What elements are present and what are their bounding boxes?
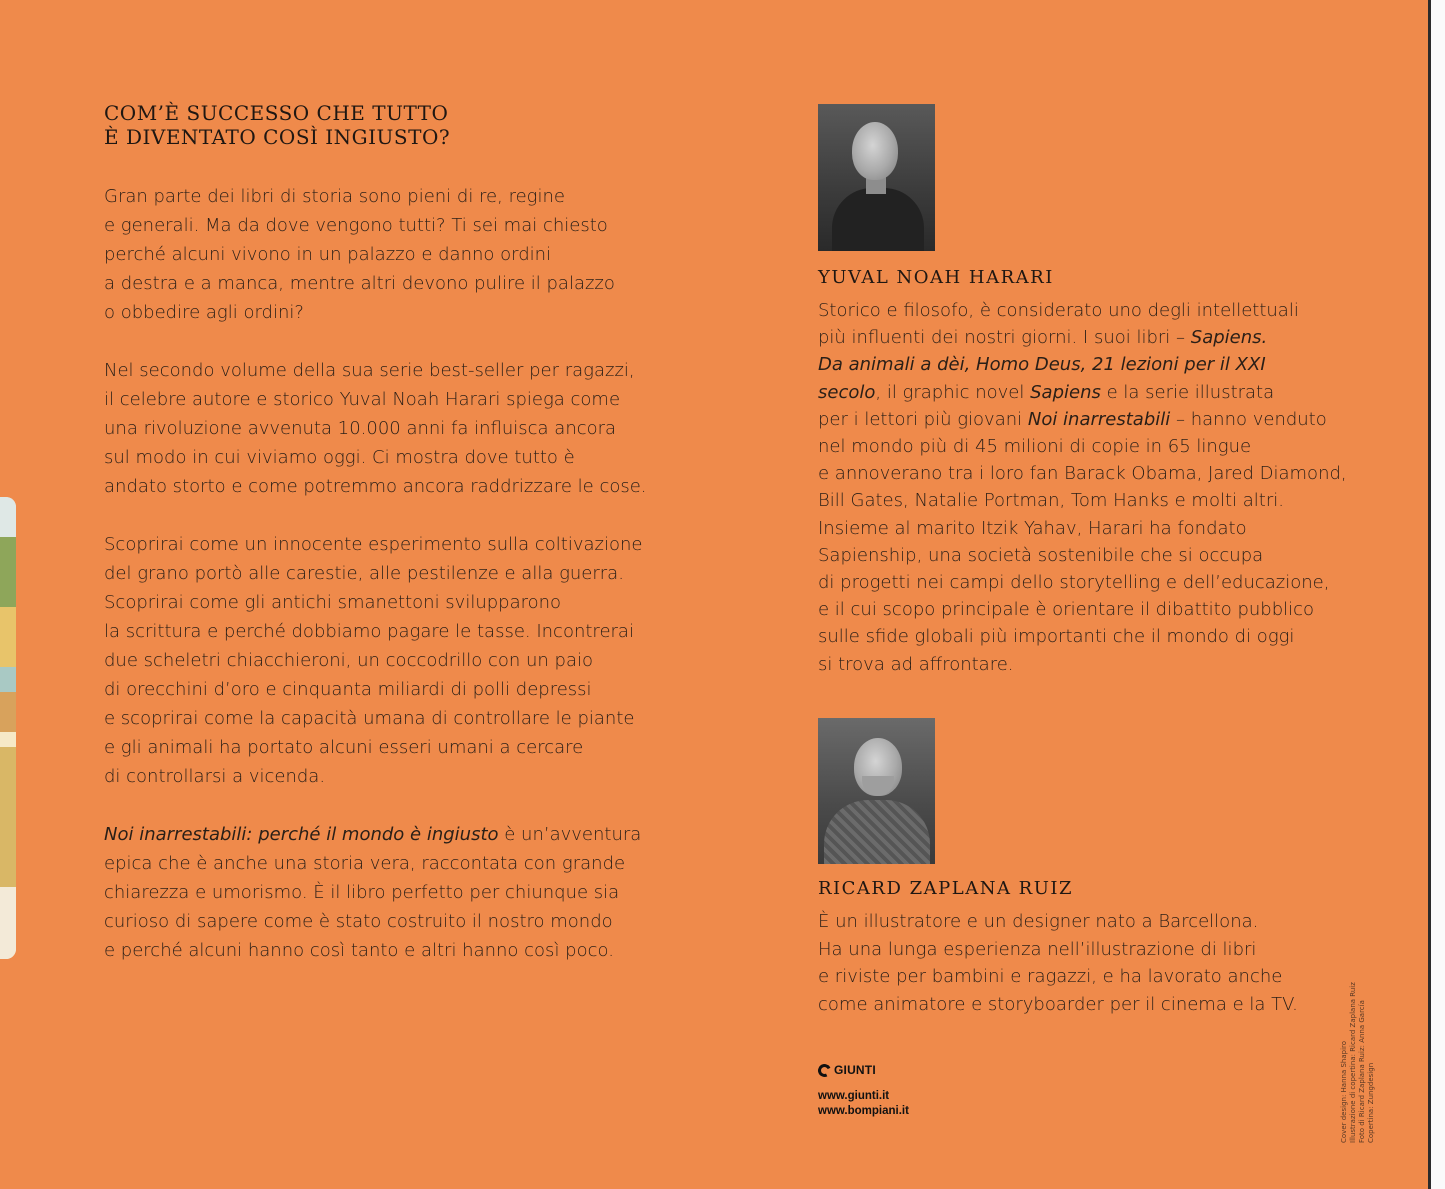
illustrator-photo bbox=[818, 718, 935, 864]
spine-edge bbox=[1428, 0, 1445, 1189]
blurb-paragraph-1 bbox=[104, 182, 644, 327]
text-line: curioso di sapere come è stato costruito il nostro mondo bbox=[104, 911, 613, 932]
text-line: del grano portò alle carestie, alle pestilenze e alla guerra. bbox=[104, 563, 624, 584]
credit-line: Illustrazione di copertina: Ricard Zaplana Ruiz bbox=[1349, 982, 1357, 1143]
text-line: di progetti nei campi dello storytelling e dell’educazione, bbox=[818, 572, 1330, 594]
illustrator-bio bbox=[818, 908, 1378, 1018]
text-line: È un illustratore e un designer nato a Barcellona. bbox=[818, 911, 1259, 932]
author-bio bbox=[818, 297, 1378, 678]
text-line: e annoverano tra i loro fan Barack Obama, Jared Diamond, bbox=[818, 463, 1347, 485]
text-line bbox=[818, 324, 1378, 351]
text-line: due scheletri chiacchieroni, un coccodrillo con un paio bbox=[104, 650, 593, 671]
publisher-logo bbox=[818, 1063, 876, 1077]
text-line: il celebre autore e storico Yuval Noah Harari spiega come bbox=[104, 389, 621, 410]
publisher-urls bbox=[818, 1089, 909, 1119]
text-line: Sapienship, una società sostenibile che si occupa bbox=[818, 544, 1264, 566]
text-line: come animatore e storyboarder per il cinema e la TV. bbox=[818, 993, 1298, 1015]
book-title: secolo bbox=[818, 381, 876, 403]
text-line: si trova ad affrontare. bbox=[818, 653, 1014, 675]
illustrator-name: RICARD ZAPLANA RUIZ bbox=[818, 878, 1074, 899]
text-line bbox=[818, 351, 1378, 378]
text-line: di controllarsi a vicenda. bbox=[104, 766, 326, 787]
blurb-body bbox=[104, 182, 647, 994]
text-line: andato storto e come potremmo ancora raddrizzare le cose. bbox=[104, 476, 647, 497]
credit-line: Cover design: Hanna Shapiro bbox=[1340, 1040, 1348, 1143]
book-title: Da animali a dèi, Homo Deus, 21 lezioni per il XXI bbox=[818, 354, 1266, 376]
text-fragment: , il graphic novel bbox=[875, 381, 1031, 403]
blurb-heading bbox=[104, 101, 450, 149]
text-line: chiarezza e umorismo. È il libro perfetto per chiunque sia bbox=[104, 882, 620, 903]
text-fragment: per i lettori più giovani bbox=[818, 408, 1028, 430]
credit-line: Copertina: Zungdesign bbox=[1367, 1062, 1375, 1143]
text-line bbox=[104, 820, 644, 849]
text-line: epica che è anche una storia vera, raccontata con grande bbox=[104, 853, 626, 874]
book-title: Noi inarrestabili: perché il mondo è ingiusto bbox=[104, 824, 499, 845]
book-title: Sapiens. bbox=[1190, 327, 1268, 349]
text-line: e perché alcuni hanno così tanto e altri hanno così poco. bbox=[104, 940, 614, 961]
text-line: Nel secondo volume della sua serie best-seller per ragazzi, bbox=[104, 360, 635, 381]
text-line: una rivoluzione avvenuta 10.000 anni fa influisca ancora bbox=[104, 418, 617, 439]
text-line: e il cui scopo principale è orientare il dibattito pubblico bbox=[818, 599, 1315, 621]
text-line: nel mondo più di 45 milioni di copie in 65 lingue bbox=[818, 436, 1252, 458]
giunti-logo-icon bbox=[816, 1062, 833, 1079]
text-line: di orecchini d’oro e cinquanta miliardi di polli depressi bbox=[104, 679, 592, 700]
text-line: e generali. Ma da dove vengono tutti? Ti sei mai chiesto bbox=[104, 215, 608, 236]
publisher-url[interactable]: www.bompiani.it bbox=[818, 1105, 909, 1117]
text-line: sul modo in cui viviamo oggi. Ci mostra dove tutto è bbox=[104, 447, 575, 468]
design-credits bbox=[1340, 982, 1376, 1143]
blurb-paragraph-2 bbox=[104, 356, 647, 501]
author-photo bbox=[818, 104, 935, 251]
text-line: Gran parte dei libri di storia sono pieni di re, regine bbox=[104, 186, 565, 207]
text-line: a destra e a manca, mentre altri devono pulire il palazzo bbox=[104, 273, 615, 294]
text-fragment: è un’avventura bbox=[498, 824, 642, 845]
text-line bbox=[818, 379, 1378, 406]
text-fragment: più influenti dei nostri giorni. I suoi libri – bbox=[818, 327, 1191, 349]
text-line: Ha una lunga esperienza nell’illustrazione di libri bbox=[818, 938, 1257, 960]
text-line: Bill Gates, Natalie Portman, Tom Hanks e molti altri. bbox=[818, 490, 1284, 512]
text-line: e riviste per bambini e ragazzi, e ha lavorato anche bbox=[818, 966, 1283, 987]
blurb-paragraph-3 bbox=[104, 530, 644, 791]
text-line: perché alcuni vivono in un palazzo e danno ordini bbox=[104, 244, 552, 265]
publisher-url[interactable]: www.giunti.it bbox=[818, 1090, 890, 1102]
credit-line: Foto di Ricard Zaplana Ruiz: Anna García bbox=[1358, 1000, 1366, 1143]
text-line: o obbedire agli ordini? bbox=[104, 302, 304, 323]
author-name: YUVAL NOAH HARARI bbox=[818, 267, 1054, 288]
heading-line: COM’È SUCCESSO CHE TUTTO bbox=[104, 101, 449, 125]
text-line: Scoprirai come un innocente esperimento sulla coltivazione bbox=[104, 534, 643, 555]
text-line: sulle sfide globali più importanti che il mondo di oggi bbox=[818, 626, 1295, 648]
text-line: Storico e filosofo, è considerato uno degli intellettuali bbox=[818, 300, 1299, 321]
text-line: la scrittura e perché dobbiamo pagare le tasse. Incontrerai bbox=[104, 621, 634, 642]
heading-line: È DIVENTATO COSÌ INGIUSTO? bbox=[104, 125, 451, 149]
text-line: e gli animali ha portato alcuni esseri umani a cercare bbox=[104, 737, 584, 758]
front-cover-flap-edge bbox=[0, 497, 16, 959]
blurb-paragraph-4 bbox=[104, 820, 644, 965]
text-fragment: e la serie illustrata bbox=[1100, 381, 1275, 403]
text-line: Insieme al marito Itzik Yahav, Harari ha fondato bbox=[818, 517, 1247, 539]
book-title: Noi inarrestabili bbox=[1027, 408, 1171, 430]
book-title: Sapiens bbox=[1030, 381, 1101, 403]
text-line bbox=[818, 406, 1378, 433]
text-line: Scoprirai come gli antichi smanettoni svilupparono bbox=[104, 592, 562, 613]
text-line: e scoprirai come la capacità umana di controllare le piante bbox=[104, 708, 635, 729]
publisher-logo-text: GIUNTI bbox=[834, 1063, 876, 1077]
text-fragment: – hanno venduto bbox=[1170, 408, 1327, 430]
